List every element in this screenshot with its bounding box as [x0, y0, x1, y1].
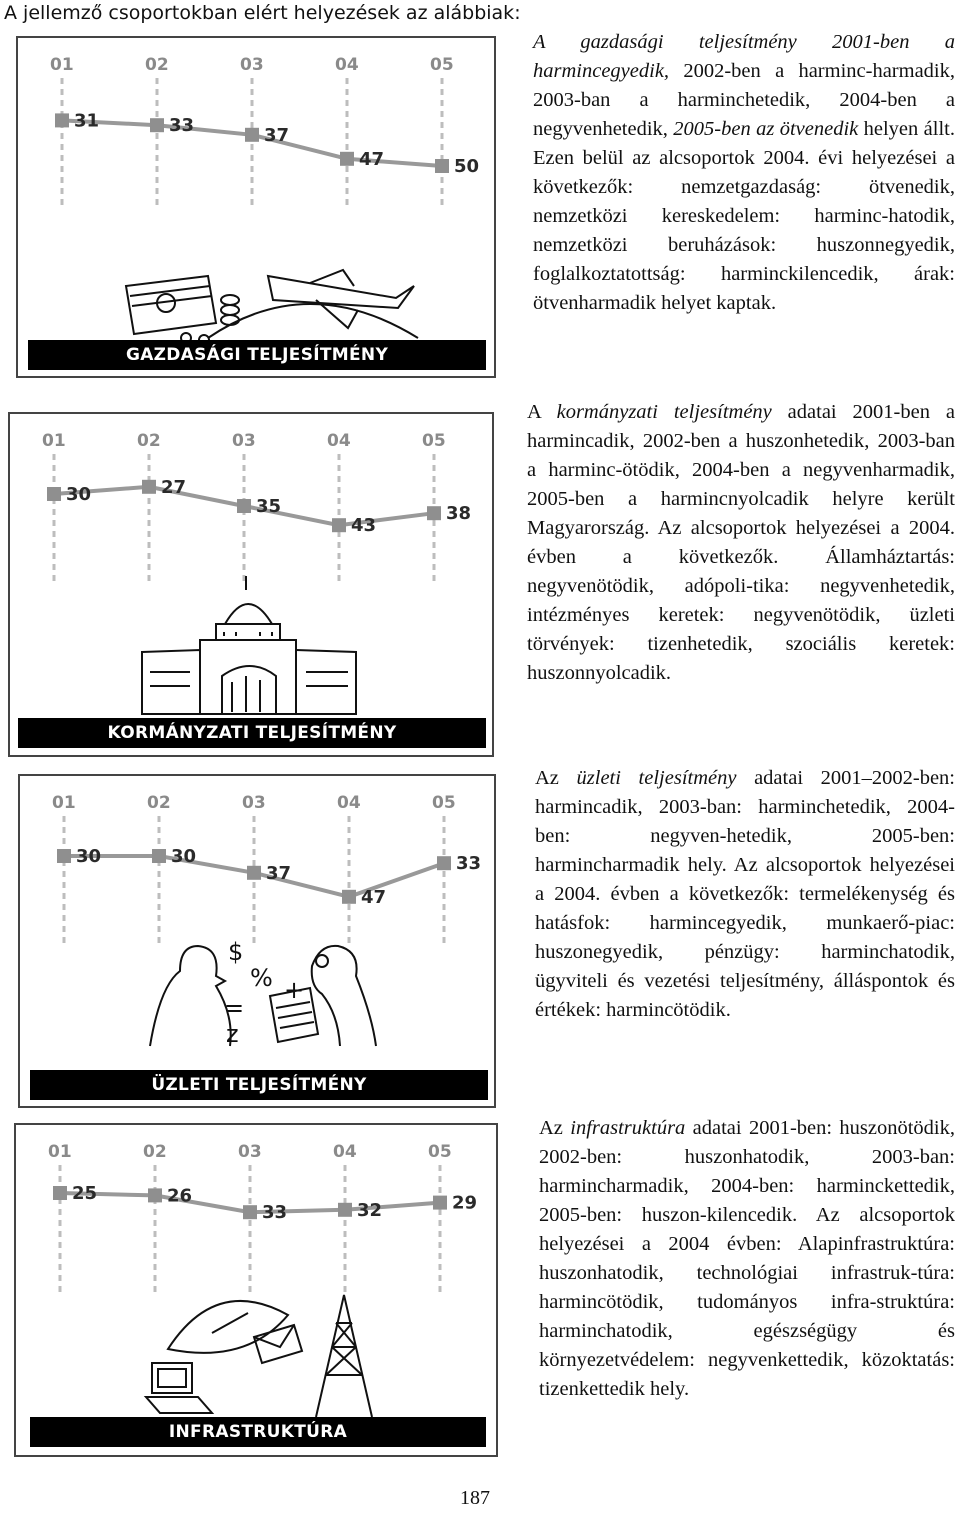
- year-tick-label: 03: [242, 793, 266, 813]
- rank-value-label: 35: [256, 496, 282, 517]
- rank-value-label: 25: [72, 1183, 98, 1204]
- year-tick-label: 04: [335, 55, 359, 75]
- year-tick-label: 05: [432, 793, 456, 813]
- economy-illustration: [18, 38, 496, 378]
- rank-value-label: 31: [74, 110, 100, 132]
- rank-value-label: 47: [359, 148, 385, 170]
- rank-value-label: 47: [361, 886, 387, 908]
- rank-value-label: 29: [452, 1192, 478, 1214]
- year-tick-label: 04: [337, 793, 361, 813]
- text-run: adatai 2001-ben a harmincadik, 2002-ben a huszonhetedik, 2003-ban a harminc-ötödik, 2004-ben a negyvenharmadik, 2005-ben a harmincnyolcadik helyre került Magyarország. Az alcsoportok helyezései a 2004. évben a következők. Államháztartás: negyvenötödik, adópoli-tika: negyvenhetedik, intézményes keretek: negyvenötödik, üzleti törvények: tizenhetedik, szociális keretek: huszonnyolcadik.: [527, 401, 955, 684]
- text-run: Az: [539, 1117, 571, 1139]
- italic-run: A gazdasági teljesítmény 2001-ben a harmincegyedik,: [533, 31, 955, 82]
- year-tick-label: 05: [428, 1142, 452, 1162]
- year-tick-label: 01: [42, 431, 66, 451]
- panel-uzleti: [18, 774, 496, 1108]
- rank-value-label: 33: [262, 1202, 288, 1224]
- infrastructure-illustration: [16, 1125, 498, 1457]
- year-tick-label: 04: [327, 431, 351, 451]
- rank-value-label: 33: [456, 853, 482, 875]
- rank-value-label: 32: [357, 1199, 383, 1221]
- business-illustration: [20, 776, 496, 1108]
- svg-text:%: %: [250, 964, 273, 992]
- rank-value-label: 33: [169, 115, 195, 137]
- text-run: adatai 2001-ben: huszonötödik, 2002-ben: huszonhatodik, 2003-ban: harmincharmadik, 2004-ben: harminckettedik, 2005-ben: huszon-kilencedik. Az alcsoportok helyezései a 2004 évben: Alapinfrastruktúra: huszonhatodik, technológiai infrastruk-túra: harmincötödik, tudományos infra-struktúra: harminchatodik, egészségügy és környezetvédelem: negyvenkettedik, közoktatás: tizenkettedik hely.: [539, 1117, 956, 1400]
- year-tick-label: 02: [147, 793, 171, 813]
- panel-caption: INFRASTRUKTÚRA: [30, 1417, 486, 1447]
- panel-infrastruktura: [14, 1123, 498, 1457]
- year-tick-label: 02: [145, 55, 169, 75]
- rank-value-label: 37: [266, 862, 292, 884]
- year-tick-label: 01: [52, 793, 76, 813]
- panel-caption: KORMÁNYZATI TELJESÍTMÉNY: [18, 718, 486, 748]
- parliament-illustration: [10, 414, 494, 757]
- year-tick-label: 03: [240, 55, 264, 75]
- paragraph-infrastruktura: [539, 1114, 955, 1404]
- text-run: 2002-ben a harminc-harmadik, 2003-ban a harminchetedik, 2004-ben a negyvenhetedik,: [533, 60, 955, 140]
- italic-run: 2005-ben az ötvenedik: [673, 118, 859, 140]
- year-tick-label: 05: [422, 431, 446, 451]
- year-tick-label: 05: [430, 55, 454, 75]
- year-tick-label: 03: [232, 431, 256, 451]
- year-tick-label: 02: [137, 431, 161, 451]
- svg-text:z: z: [226, 1020, 239, 1048]
- year-tick-label: 02: [143, 1142, 167, 1162]
- year-tick-label: 01: [48, 1142, 72, 1162]
- rank-value-label: 27: [161, 476, 187, 498]
- panel-kormanyzati: [8, 412, 494, 757]
- panel-caption: GAZDASÁGI TELJESÍTMÉNY: [28, 340, 486, 370]
- year-tick-label: 04: [333, 1142, 357, 1162]
- italic-run: üzleti teljesítmény: [576, 767, 737, 789]
- paragraph-kormanyzati: [527, 398, 955, 688]
- text-run: adatai 2001–2002-ben: harmincadik, 2003-ban: harminchetedik, 2004-ben: negyven-hetedik, 2005-ben: harmincharmadik hely. Az alcsoportok helyezései a 2004. évben a következők: termelékenység és hatásfok: harmincegyedik, munkaerő-piac: huszonegyedik, pénzügy: harminchatodik, ügyviteli és vezetési teljesítmény, álláspontok és értékek: harmincötödik.: [535, 767, 956, 1021]
- svg-text:=: =: [224, 994, 245, 1022]
- paragraph-gazdasagi: [533, 28, 955, 318]
- italic-run: kormányzati teljesítmény: [556, 401, 772, 423]
- rank-value-label: 37: [264, 124, 290, 146]
- year-tick-label: 01: [50, 55, 74, 75]
- rank-value-label: 43: [351, 515, 377, 537]
- svg-text:+: +: [284, 976, 305, 1004]
- rank-value-label: 26: [167, 1185, 193, 1207]
- panel-caption: ÜZLETI TELJESÍTMÉNY: [30, 1070, 488, 1100]
- rank-value-label: 38: [446, 503, 472, 525]
- text-run: helyen állt. Ezen belül az alcsoportok 2004. évi helyezései a következők: nemzetgazdaság: ötvenedik, nemzetközi kereskedelem: harminc-hatodik, nemzetközi beruházások: huszonnegyedik, foglalkoztatottság: harminckilencedik, árak: ötvenharmadik helyet kaptak.: [533, 118, 955, 314]
- italic-run: infrastruktúra: [570, 1117, 686, 1139]
- panel-gazdasagi: [16, 36, 496, 378]
- rank-value-label: 50: [454, 156, 480, 177]
- rank-value-label: 30: [171, 846, 197, 867]
- page-number: 187: [460, 1487, 490, 1509]
- paragraph-uzleti: [535, 764, 955, 1025]
- year-tick-label: 03: [238, 1142, 262, 1162]
- text-run: Az: [535, 767, 577, 789]
- rank-value-label: 30: [66, 484, 92, 505]
- page-intro: A jellemző csoportokban elért helyezések az alábbiak:: [4, 2, 521, 24]
- text-run: A: [527, 401, 557, 423]
- rank-value-label: 30: [76, 846, 102, 867]
- svg-text:$: $: [228, 938, 244, 966]
